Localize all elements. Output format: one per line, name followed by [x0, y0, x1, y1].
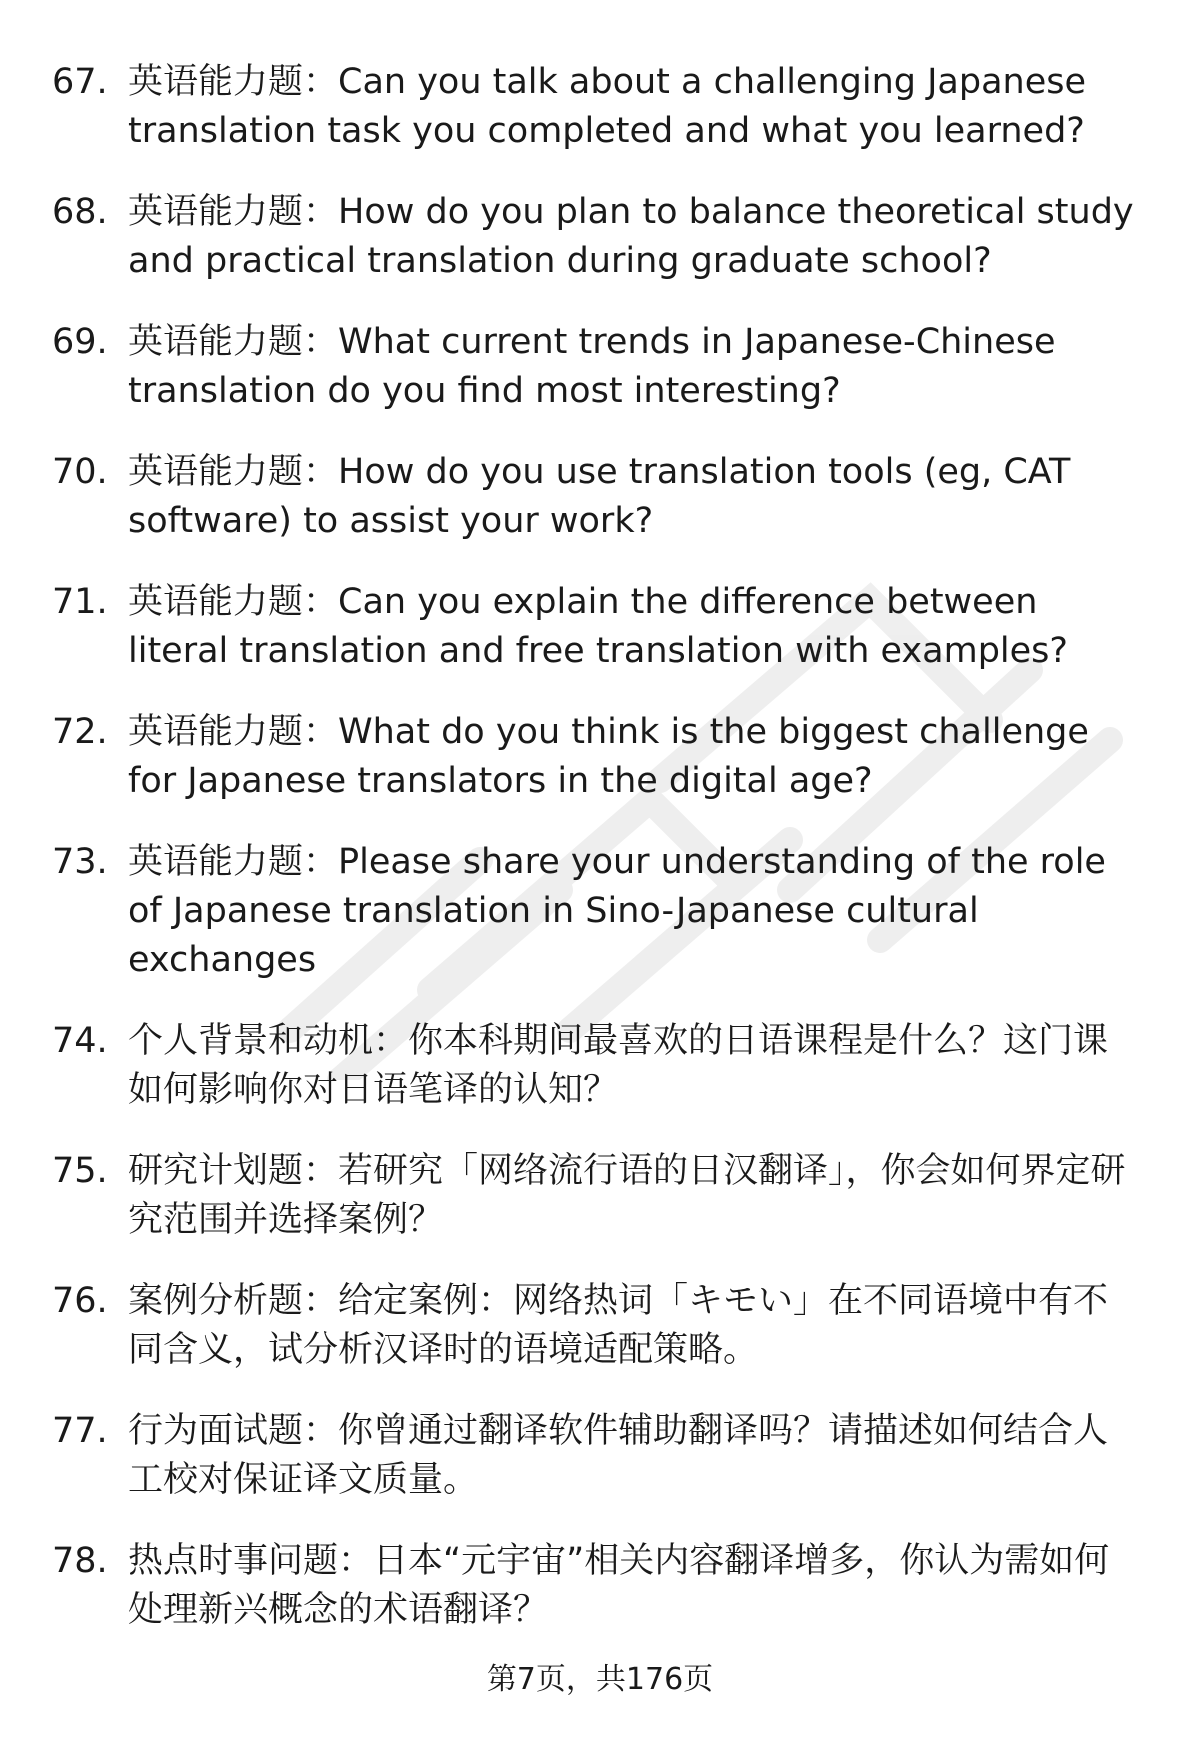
- question-text: 英语能力题：What current trends in Japanese-Chinese translation do you find most interesting?: [128, 322, 1056, 411]
- question-text: 研究计划题：若研究「网络流行语的日汉翻译」，你会如何界定研究范围并选择案例？: [128, 1151, 1126, 1240]
- question-item: [0, 448, 1200, 546]
- question-number: 70.: [52, 452, 108, 492]
- question-item: [0, 188, 1200, 286]
- question-item: [0, 318, 1200, 416]
- question-number: 71.: [52, 582, 108, 622]
- question-item: [0, 578, 1200, 676]
- question-text: 案例分析题：给定案例：网络热词「キモい」在不同语境中有不同含义，试分析汉译时的语境适配策略。: [128, 1281, 1109, 1370]
- question-text: 英语能力题：What do you think is the biggest challenge for Japanese translators in the digital age?: [128, 712, 1089, 801]
- question-text: 英语能力题：Please share your understanding of the role of Japanese translation in Sino-Japanese cultural exchanges: [128, 842, 1106, 980]
- question-text: 热点时事问题：日本“元宇宙”相关内容翻译增多，你认为需如何处理新兴概念的术语翻译？: [128, 1541, 1110, 1630]
- question-number: 74.: [52, 1021, 108, 1061]
- question-number: 76.: [52, 1281, 108, 1321]
- question-text: 个人背景和动机：你本科期间最喜欢的日语课程是什么？这门课如何影响你对日语笔译的认知？: [128, 1021, 1109, 1110]
- question-number: 68.: [52, 192, 108, 232]
- question-item: [0, 708, 1200, 806]
- question-text: 英语能力题：How do you use translation tools (eg, CAT software) to assist your work?: [128, 452, 1071, 541]
- question-item: [0, 58, 1200, 156]
- question-number: 73.: [52, 842, 108, 882]
- question-item: [0, 1017, 1200, 1115]
- question-number: 78.: [52, 1541, 108, 1581]
- question-text: 英语能力题：Can you explain the difference between literal translation and free translation with examples?: [128, 582, 1068, 671]
- question-number: 67.: [52, 62, 108, 102]
- page-number-label: 第7页，共176页: [486, 1662, 714, 1697]
- question-item: [0, 1147, 1200, 1245]
- question-number: 72.: [52, 712, 108, 752]
- question-item: [0, 838, 1200, 985]
- question-item: [0, 1537, 1200, 1635]
- question-number: 69.: [52, 322, 108, 362]
- question-item: [0, 1277, 1200, 1375]
- question-text: 行为面试题：你曾通过翻译软件辅助翻译吗？请描述如何结合人工校对保证译文质量。: [128, 1411, 1109, 1500]
- question-number: 77.: [52, 1411, 108, 1451]
- question-text: 英语能力题：Can you talk about a challenging Japanese translation task you completed and what you learned?: [128, 62, 1087, 151]
- page-footer: [0, 1660, 1200, 1700]
- question-list: [0, 58, 1200, 1667]
- question-number: 75.: [52, 1151, 108, 1191]
- question-item: [0, 1407, 1200, 1505]
- question-text: 英语能力题：How do you plan to balance theoretical study and practical translation during graduate school?: [128, 192, 1134, 281]
